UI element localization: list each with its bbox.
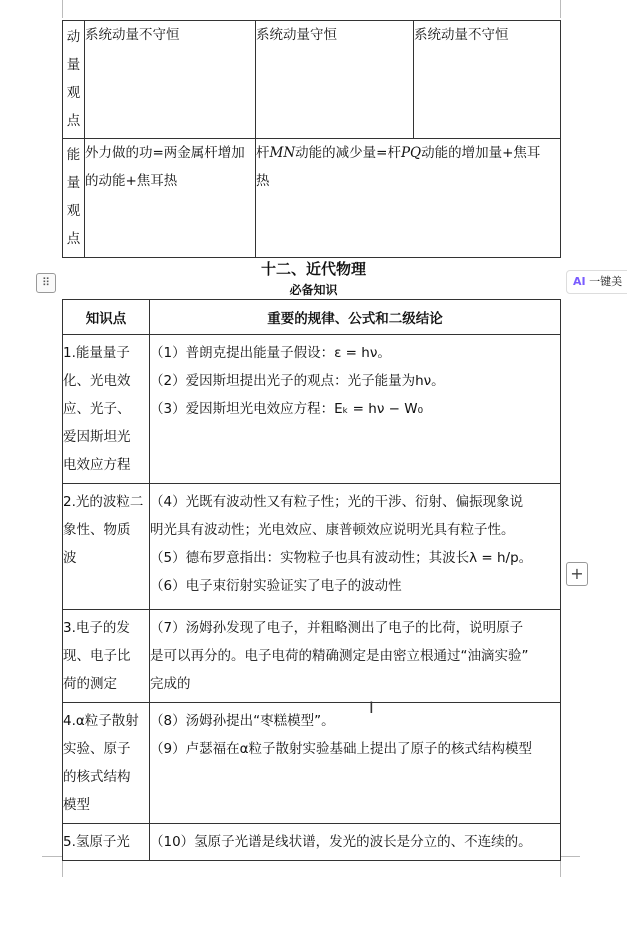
table-cell[interactable]: 系统动量不守恒 [414, 21, 561, 139]
topic-cell[interactable]: 4.α粒子散射 实验、原子 的核式结构 模型 [63, 703, 150, 824]
table-row [63, 484, 561, 610]
table-row [63, 139, 561, 258]
modern-physics-table [62, 299, 561, 861]
text-cursor-icon: I [369, 698, 374, 717]
content-cell[interactable]: （8）汤姆孙提出“枣糕模型”。 （9）卢瑟福在α粒子散射实验基础上提出了原子的核式结构模型 [150, 703, 561, 824]
ai-beautify-button[interactable]: AI 一键美 [566, 270, 627, 294]
table-cell[interactable]: 系统动量守恒 [256, 21, 414, 139]
topic-cell[interactable]: 1.能量量子 化、光电效 应、光子、 爱因斯坦光 电效应方程 [63, 335, 150, 484]
content-cell[interactable]: （4）光既有波动性又有粒子性；光的干涉、衍射、偏振现象说 明光具有波动性；光电效应、康普顿效应说明光具有粒子性。 （5）德布罗意指出：实物粒子也具有波动性；其波长λ = h/p。 （6）电子束衍射实验证实了电子的波动性 [150, 484, 561, 610]
ai-icon: AI [573, 275, 586, 288]
column-header: 重要的规律、公式和二级结论 [150, 300, 561, 335]
topic-cell[interactable]: 5.氢原子光 [63, 824, 150, 861]
row-label-momentum: 动 量 观 点 [63, 21, 85, 139]
column-header: 知识点 [63, 300, 150, 335]
table-cell[interactable]: 外力做的功=两金属杆增加 的动能+焦耳热 [85, 139, 256, 258]
page-corner-mark [42, 856, 62, 858]
section-title: 十二、近代物理 [260, 260, 366, 278]
table-row [63, 824, 561, 861]
section-subtitle: 必备知识 [289, 283, 338, 297]
momentum-energy-table [62, 20, 561, 258]
row-label-energy: 能 量 观 点 [63, 139, 85, 258]
page-corner-mark [42, 0, 63, 18]
page-corner-mark [560, 0, 581, 18]
table-header-row [63, 300, 561, 335]
content-cell[interactable]: （7）汤姆孙发现了电子，并粗略测出了电子的比荷，说明原子 是可以再分的。电子电荷的精确测定是由密立根通过“油滴实验” 完成的 [150, 610, 561, 703]
page-corner-mark [560, 856, 580, 858]
table-cell[interactable]: 系统动量不守恒 [85, 21, 256, 139]
topic-cell[interactable]: 2.光的波粒二 象性、物质 波 [63, 484, 150, 610]
table-row [63, 21, 561, 139]
content-cell[interactable]: （1）普朗克提出能量子假设：ε = hν。 （2）爱因斯坦提出光子的观点：光子能量为hν。 （3）爱因斯坦光电效应方程：Eₖ = hν − W₀ [150, 335, 561, 484]
table-row [63, 703, 561, 824]
table-drag-handle-icon[interactable]: ⠿ [36, 273, 56, 293]
add-row-button[interactable]: + [566, 562, 588, 586]
topic-cell[interactable]: 3.电子的发 现、电子比 荷的测定 [63, 610, 150, 703]
table-row [63, 335, 561, 484]
content-cell[interactable]: （10）氢原子光谱是线状谱，发光的波长是分立的、不连续的。 [150, 824, 561, 861]
table-row [63, 610, 561, 703]
table-cell[interactable]: 杆MN动能的减少量=杆PQ动能的增加量+焦耳 热 [256, 139, 561, 258]
